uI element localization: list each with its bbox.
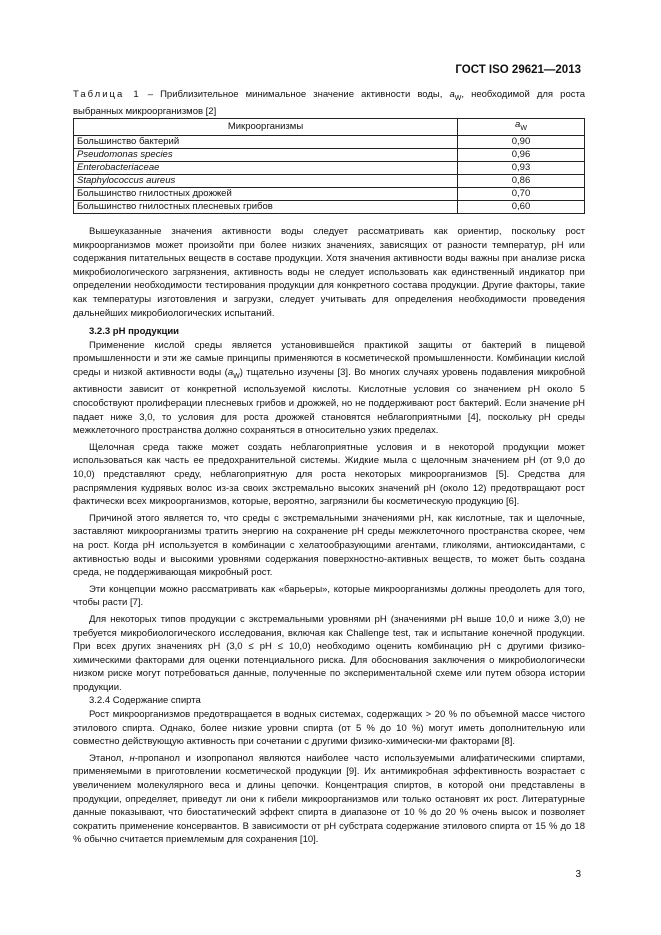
water-activity-value: 0,70 bbox=[458, 187, 585, 200]
table-label: Таблица 1 bbox=[73, 89, 141, 100]
p8-n: н bbox=[129, 752, 135, 764]
p2-aw-sub: W bbox=[233, 372, 240, 380]
water-activity-value: 0,93 bbox=[458, 161, 585, 174]
paragraph-1: Вышеуказанные значения активности воды следует рассматривать как ориентир, поскольку рост микроорганизмов может произойти при более низких значениях, зависящих от разности температур, рН или содержания питательных веществ в составе продукции. Хотя значения активности воды важны при анализе риска микробиологического загрязнения, активность воды не следует использовать как единственный индикатор при определении необходимости тестирования продукции для конкретного состава продукции. Другие факторы, такие как температуры изготовления и загрузки, следует учитывать для определения необходимости проведения дальнейших микробиологических испытаний. bbox=[73, 226, 585, 319]
document-code: ГОСТ ISO 29621—2013 bbox=[455, 64, 581, 76]
paragraph-7: Рост микроорганизмов предотвращается в водных системах, содержащих > 20 % по объемной массе чистого этилового спирта. Однако, более низкие уровни спирта (от 5 % до 10 %) могут иметь дополнительную или совместно действующую активность при сочетании с другими физико-химически-ми факторами [8]. bbox=[73, 709, 585, 748]
microorganism-name: Staphylococcus aureus bbox=[74, 174, 458, 187]
table-row bbox=[74, 148, 585, 161]
table-row bbox=[74, 174, 585, 187]
table-row bbox=[74, 187, 585, 200]
water-activity-value: 0,96 bbox=[458, 148, 585, 161]
header-water-activity bbox=[458, 119, 585, 136]
header-microorganisms: Микроорганизмы bbox=[74, 119, 458, 136]
microorganisms-table bbox=[73, 118, 585, 214]
paragraph-4: Причиной этого является то, что среды с экстремальными значениями рН, как кислотные, так и щелочные, заставляют микроорганизмы тратить энергию на сохранение рН среды межклеточного пространства скорее, чем на рост. Когда рН используется в комбинации с хелатообразующими агентами, гликолями, антиоксидантами, с активностью воды и высокими уровнями содержания поверхностно-активных веществ, то может быть создана среда, не поддерживающая микробный рост. bbox=[73, 512, 585, 579]
p8-part-b: -пропанол и изопропанол являются наиболее часто используемыми алифатическими спиртами, применяемыми в приготовлении косметической продукции [9]. Их антимикробная эффективность возрастает с увеличением молекулярного веса и длины цепочки. Концентрация спиртов, в которой они представлены в продукции, определяет, приведут ли они к гибели микроорганизмов или только остановят их рост. Литературные данные показывают, что биостатический эффект спирта в диапазоне от 10 % до 20 % очень высок и позволяет сократить применение консервантов. В зависимости от рН субстрата содержание этилового спирта от 15 % до 18 % обычно считается приемлемым для сохранения [10]. bbox=[73, 752, 586, 846]
paragraph-3: Щелочная среда также может создать неблагоприятные условия и в некоторой продукции может использоваться как часть ее предохранительной системы. Жидкие мыла с щелочным значением рН (от 9,0 до 10,0) представляют среду, неблагоприятную для роста некоторых микроорганизмов [5]. Средства для распрямления кудрявых волос из-за своих экстремально высоких значений рН (около 12) предотвращают рост фактически всех микроорганизмов, которые, вероятно, загрязнили бы косметическую продукцию [6]. bbox=[73, 441, 585, 508]
section-heading-ph: 3.2.3 рН продукции bbox=[89, 326, 179, 338]
table-row bbox=[74, 161, 585, 174]
paragraph-6: Для некоторых типов продукции с экстремальными уровнями рН (значениями рН выше 10,0 и ниже 3,0) не требуется микробиологического исследования, включая как Challenge test, так и испытание конечной продукции. При всех других значениях рН (3,0 ≤ рН ≤ 10,0) необходимо оценить комбинацию рН с другими физико-химическими факторами для оценки потенциального риска. Для обоснования заключения о микробиологически низком риске могут потребоваться данные, полученные по экспериментальной схеме или путем обзора истории продукции. bbox=[73, 613, 585, 693]
p2-part-b: ) тщательно изучены [3]. Во многих случаях уровень подавления микробной активности зависит от конкретной используемой кислоты. Кислотные условия со значением рН около 5 способствуют пролиферации плесневых грибов и дрожжей, но не поддерживают рост бактерий. Если значение рН падает ниже 3,0, то условия для роста дрожжей становятся неблагоприятными [4], поскольку рН среды межклеточного пространства должно сохраняться в относительно узких пределах. bbox=[73, 366, 585, 437]
microorganism-name: Enterobacteriaceae bbox=[74, 161, 458, 174]
caption-aw-sub: W bbox=[454, 94, 462, 102]
microorganism-name: Pseudomonas species bbox=[74, 148, 458, 161]
paragraph-8 bbox=[73, 752, 585, 847]
caption-text-a: – Приблизительное минимальное значение активности воды, bbox=[140, 89, 450, 100]
microorganism-name: Большинство бактерий bbox=[74, 135, 458, 148]
table-row bbox=[74, 200, 585, 213]
water-activity-value: 0,90 bbox=[458, 135, 585, 148]
table-caption bbox=[73, 88, 585, 118]
table-row bbox=[74, 135, 585, 148]
water-activity-value: 0,86 bbox=[458, 174, 585, 187]
page-number: 3 bbox=[575, 869, 581, 880]
p8-part-a: Этанол, bbox=[89, 752, 130, 764]
caption-text-b: , необходимой для роста выбранных микроорганизмов [2] bbox=[73, 89, 586, 117]
header-aw: a bbox=[515, 119, 521, 130]
paragraph-5: Эти концепции можно рассматривать как «барьеры», которые микроорганизмы должны преодолеть для того, чтобы расти [7]. bbox=[73, 583, 585, 609]
p2-aw: a bbox=[227, 366, 234, 378]
microorganism-name: Большинство гнилостных дрожжей bbox=[74, 187, 458, 200]
header-aw-sub: W bbox=[520, 124, 527, 132]
water-activity-value: 0,60 bbox=[458, 200, 585, 213]
microorganism-name: Большинство гнилостных плесневых грибов bbox=[74, 200, 458, 213]
paragraph-2 bbox=[73, 339, 585, 438]
p2-part-a: Применение кислой среды является установившейся практикой защиты от бактерий в пищевой промышленности и эти же самые принципы применяются в косметической промышленности. Комбинации кислой среды и низкой активности воды ( bbox=[73, 339, 585, 378]
caption-aw: a bbox=[449, 89, 455, 100]
section-heading-alcohol: 3.2.4 Содержание спирта bbox=[89, 695, 201, 707]
table-header-row bbox=[74, 119, 585, 136]
body-text bbox=[73, 225, 585, 847]
